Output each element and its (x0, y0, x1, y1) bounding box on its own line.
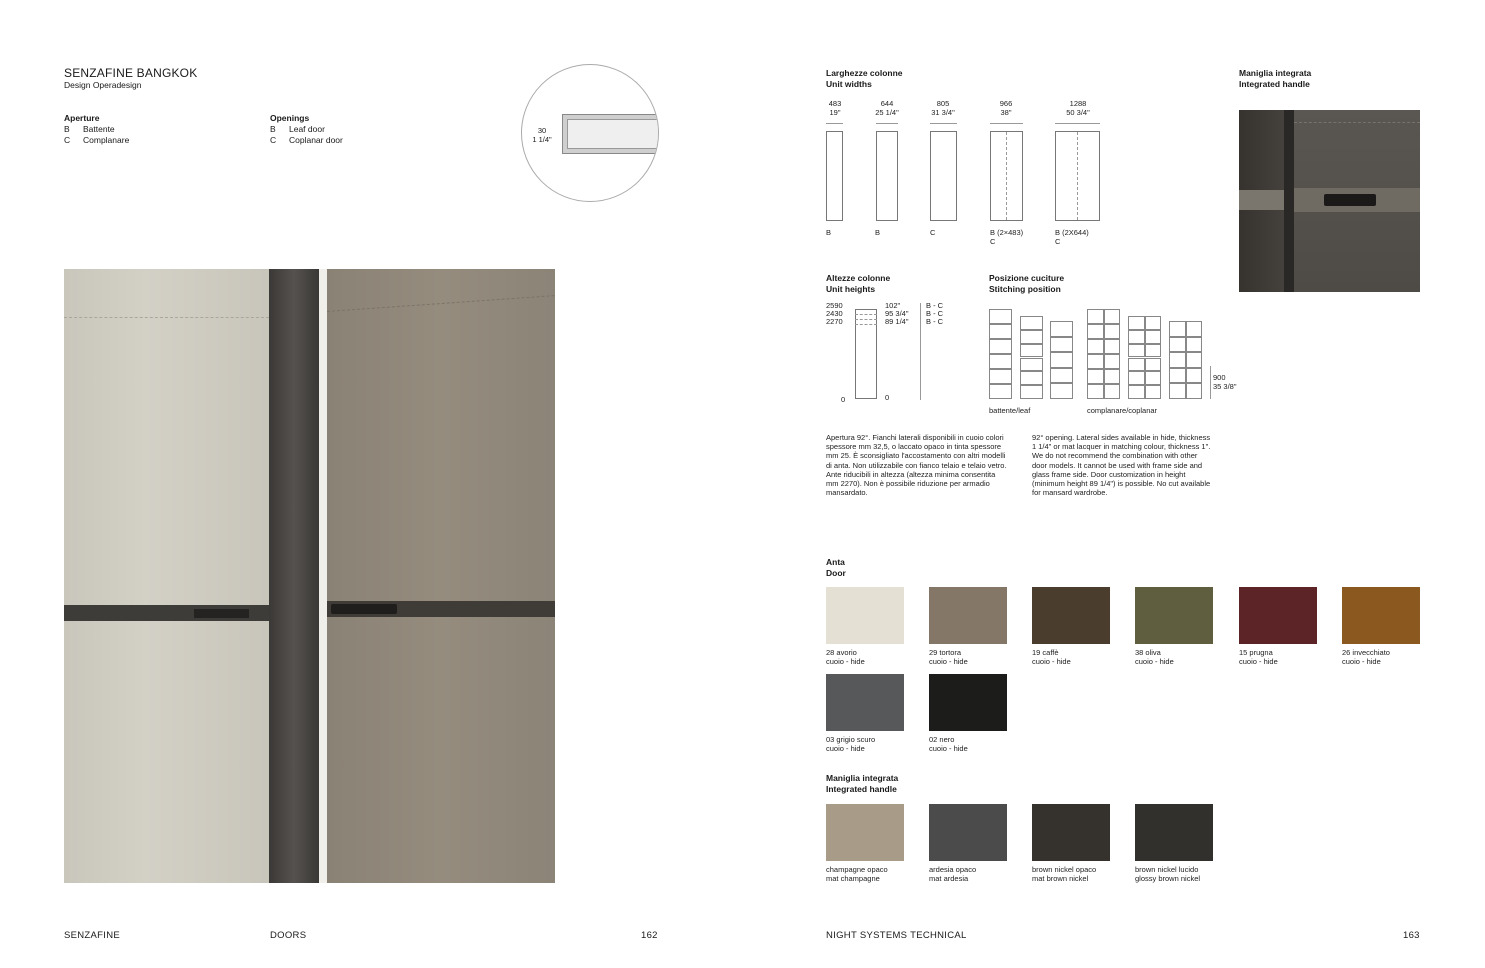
stitch-cell (1104, 324, 1121, 339)
stitch-cell (1186, 352, 1203, 368)
stitch-cell (1104, 354, 1121, 369)
height-zero-right: 0 (885, 393, 890, 402)
finish-name: 38 oliva (1135, 648, 1161, 657)
designer-credit: Design Operadesign (64, 80, 142, 90)
stitch-cell (1169, 383, 1186, 399)
door-gap (319, 269, 327, 883)
unit-widths-heading (826, 68, 903, 90)
stitch-cell (1128, 330, 1145, 344)
stitch-cell (1020, 330, 1043, 344)
opening-code: B (64, 124, 70, 134)
finish-swatch (1032, 587, 1110, 644)
height-dim-line (920, 303, 921, 400)
finish-material: cuoio - hide (929, 657, 968, 666)
stitch-cell (1186, 383, 1203, 399)
stitching-dim: 900 35 3/8" (1213, 373, 1237, 391)
handle-grip (1324, 194, 1376, 206)
stitch-cell (1020, 385, 1043, 399)
finish-material: cuoio - hide (1239, 657, 1278, 666)
height-unit-drawing (855, 309, 877, 399)
unit-width-dim: 805 31 3/4" (931, 99, 955, 117)
stitching-diagrams (989, 305, 1209, 403)
finish-swatch (1135, 587, 1213, 644)
unit-split-line (1006, 132, 1007, 220)
footer-category: DOORS (270, 930, 307, 941)
openings-it-row (64, 124, 129, 135)
openings-en-heading: Openings (270, 113, 310, 123)
finish-name: brown nickel opaco (1032, 865, 1097, 874)
footer-series: SENZAFINE (64, 930, 121, 941)
height-type-list: B - C B - C B - C (926, 301, 944, 326)
stitching-label-leaf: battente/leaf (989, 406, 1031, 415)
stitch-cell (1145, 344, 1162, 358)
finish-material: mat ardesia (929, 874, 969, 883)
product-title: SENZAFINE BANGKOK (64, 66, 198, 80)
stitch-cell (1169, 368, 1186, 384)
finish-label (1342, 648, 1390, 666)
openings-en-row (270, 135, 343, 146)
stitch-cell (1020, 371, 1043, 385)
openings-en (270, 113, 343, 146)
stitch-cell (1128, 316, 1145, 330)
stitch-cell (1087, 339, 1104, 354)
finish-swatch (1342, 587, 1420, 644)
height-marker (855, 319, 877, 320)
finish-swatch (929, 587, 1007, 644)
stitching-dim-line (1210, 366, 1211, 399)
unit-split-line (1077, 132, 1078, 220)
handle-photo-heading-en: Integrated handle (1239, 79, 1310, 89)
stitch-cell (989, 384, 1012, 399)
opening-code: C (270, 135, 277, 145)
finish-name: 19 caffè (1032, 648, 1059, 657)
stitch-cell (1020, 358, 1043, 372)
stitch-cell (1020, 344, 1043, 358)
stitch-cell (989, 309, 1012, 324)
door-finishes-heading (826, 557, 846, 579)
taupe-door-panel (327, 269, 555, 883)
dim-line (930, 123, 957, 124)
stitch-cell (1050, 337, 1073, 353)
stitch-cell (1145, 316, 1162, 330)
handle-grip-right (331, 604, 397, 614)
finish-swatch (826, 587, 904, 644)
dim-line (826, 123, 843, 124)
finish-material: glossy brown nickel (1135, 874, 1201, 883)
stitch-cell (1050, 383, 1073, 399)
unit-widths-heading-it: Larghezze colonne (826, 68, 903, 78)
finish-material: cuoio - hide (929, 744, 968, 753)
door-finishes-heading-it: Anta (826, 557, 845, 567)
stitch-cell (989, 369, 1012, 384)
unit-type: B (2X644) C (1055, 228, 1089, 246)
unit-heights-heading (826, 273, 890, 295)
stitching-line (64, 317, 269, 318)
stitch-cell (989, 354, 1012, 369)
unit-type: B (826, 228, 832, 237)
finish-label (929, 865, 976, 883)
stitch-cell (1050, 368, 1073, 384)
stitch-cell (1145, 358, 1162, 372)
handle-finishes-heading (826, 773, 898, 795)
unit-heights-heading-it: Altezze colonne (826, 273, 891, 283)
opening-label: Battente (83, 124, 115, 134)
opening-label: Complanare (83, 135, 130, 145)
dim-line (876, 123, 898, 124)
handle-photo-heading-it: Maniglia integrata (1239, 68, 1312, 78)
finish-swatch (1135, 804, 1213, 861)
finish-label (929, 735, 968, 753)
finish-material: cuoio - hide (1032, 657, 1071, 666)
stitch-cell (1128, 344, 1145, 358)
unit-width-dim: 483 19" (828, 99, 842, 117)
side-handle-strip (1239, 190, 1284, 210)
stitch-cell (1186, 321, 1203, 337)
door-section-core (567, 119, 659, 149)
door-photo (64, 269, 555, 883)
stitch-cell (1145, 385, 1162, 399)
finish-swatch (826, 804, 904, 861)
finish-material: mat brown nickel (1032, 874, 1089, 883)
stitching-heading (989, 273, 1064, 295)
stitch-cell (1128, 371, 1145, 385)
stitch-cell (1104, 369, 1121, 384)
unit-width-dim: 966 38" (999, 99, 1013, 117)
stitch-cell (1104, 309, 1121, 324)
door-gap (1284, 110, 1294, 292)
finish-material: cuoio - hide (826, 657, 865, 666)
finish-name: 15 prugna (1239, 648, 1273, 657)
stitch-cell (1050, 352, 1073, 368)
unit-widths-heading-en: Unit widths (826, 79, 872, 89)
finish-label (1135, 865, 1200, 883)
finish-label (1032, 648, 1071, 666)
section-dim-in: 1 1/4" (532, 135, 552, 144)
finish-label (1239, 648, 1278, 666)
stitching-heading-en: Stitching position (989, 284, 1061, 294)
unit-width-dim: 644 25 1/4" (875, 99, 899, 117)
stitch-cell (1169, 321, 1186, 337)
height-marker (855, 324, 877, 325)
finish-swatch (929, 674, 1007, 731)
stitch-cell (1087, 369, 1104, 384)
finish-label (929, 648, 968, 666)
unit-type: B (875, 228, 881, 237)
stitch-cell (1186, 337, 1203, 353)
stitching-heading-it: Posizione cuciture (989, 273, 1065, 283)
height-in-list: 102" 95 3/4" 89 1/4" (885, 301, 909, 326)
height-marker (855, 314, 877, 315)
section-dim-mm: 30 (537, 126, 547, 135)
finish-label (1032, 865, 1096, 883)
unit-type: C (930, 228, 936, 237)
opening-code: C (64, 135, 71, 145)
openings-it (64, 113, 129, 146)
dim-line (990, 123, 1023, 124)
height-mm-list: 2590 2430 2270 (826, 301, 843, 326)
opening-code: B (270, 124, 276, 134)
handle-finishes-heading-it: Maniglia integrata (826, 773, 899, 783)
finish-name: brown nickel lucido (1135, 865, 1199, 874)
stitching-label-coplanar: complanare/coplanar (1087, 406, 1158, 415)
stitch-cell (1186, 368, 1203, 384)
unit-drawing (826, 131, 843, 221)
openings-en-row (270, 124, 343, 135)
stitch-cell (1169, 352, 1186, 368)
stitch-cell (1087, 324, 1104, 339)
dim-line (1055, 123, 1100, 124)
finish-name: 02 nero (929, 735, 955, 744)
ivory-door-panel (64, 269, 269, 883)
page-number-right: 163 (1403, 930, 1420, 941)
finish-material: cuoio - hide (1342, 657, 1381, 666)
stitch-cell (1128, 385, 1145, 399)
finish-swatch (826, 674, 904, 731)
finish-label (826, 735, 875, 753)
height-zero-left: 0 (841, 395, 846, 404)
handle-finishes-heading-en: Integrated handle (826, 784, 897, 794)
stitch-cell (1020, 316, 1043, 330)
openings-it-heading: Aperture (64, 113, 100, 123)
section-dim (527, 126, 557, 144)
stitch-cell (1087, 384, 1104, 399)
stitch-cell (1128, 358, 1145, 372)
unit-drawing (876, 131, 898, 221)
handle-photo (1239, 110, 1420, 292)
stitch-cell (1087, 309, 1104, 324)
stitch-cell (1050, 321, 1073, 337)
stitch-cell (1169, 337, 1186, 353)
finish-label (826, 648, 865, 666)
opening-label: Coplanar door (289, 135, 343, 145)
door-finishes-heading-en: Door (826, 568, 846, 578)
finish-name: 29 tortora (929, 648, 962, 657)
finish-name: 03 grigio scuro (826, 735, 876, 744)
footer-section: NIGHT SYSTEMS TECHNICAL (826, 930, 967, 941)
unit-drawing (930, 131, 957, 221)
note-english: 92° opening. Lateral sides available in hide, thickness 1 1/4" or mat lacquer in matching colour, thickness 1". We do not recommend the combination with other door models. It cannot be used with frame side and glass frame side. Door customization in height (minimum height 89 1/4") is possible. No cut available for mansard wardrobe. (1032, 433, 1211, 498)
stitch-cell (1145, 371, 1162, 385)
page-number-left: 162 (641, 930, 658, 941)
finish-name: ardesia opaco (929, 865, 977, 874)
finish-label (1135, 648, 1174, 666)
unit-type: B (2×483) C (990, 228, 1024, 246)
finish-name: 28 avorio (826, 648, 857, 657)
finish-name: 26 invecchiato (1342, 648, 1390, 657)
stitch-cell (1087, 354, 1104, 369)
stitch-cell (1145, 330, 1162, 344)
stitching-line (1294, 122, 1420, 123)
finish-label (826, 865, 888, 883)
finish-name: champagne opaco (826, 865, 888, 874)
stitch-cell (1104, 339, 1121, 354)
finish-material: cuoio - hide (826, 744, 865, 753)
openings-it-row (64, 135, 129, 146)
handle-grip-left (194, 609, 249, 618)
finish-swatch (929, 804, 1007, 861)
stitch-cell (989, 324, 1012, 339)
finish-material: mat champagne (826, 874, 880, 883)
stitch-cell (1104, 384, 1121, 399)
finish-material: cuoio - hide (1135, 657, 1174, 666)
dark-side-panel (269, 269, 319, 883)
opening-label: Leaf door (289, 124, 325, 134)
stitch-cell (989, 339, 1012, 354)
finish-swatch (1239, 587, 1317, 644)
finish-swatch (1032, 804, 1110, 861)
unit-heights-heading-en: Unit heights (826, 284, 876, 294)
handle-photo-heading (1239, 68, 1311, 90)
note-italian: Apertura 92°. Fianchi laterali disponibili in cuoio colori spessore mm 32,5, o laccato opaco in tinta spessore mm 25. È sconsigliato l'accostamento con altri modelli di anta. Non utilizzabile con fianco telaio e telaio vetro. Ante riducibili in altezza (altezza minima consentita mm 2270). Non è possibile riduzione per armadio mansardato. (826, 433, 1007, 498)
unit-width-dim: 1288 50 3/4" (1066, 99, 1090, 117)
